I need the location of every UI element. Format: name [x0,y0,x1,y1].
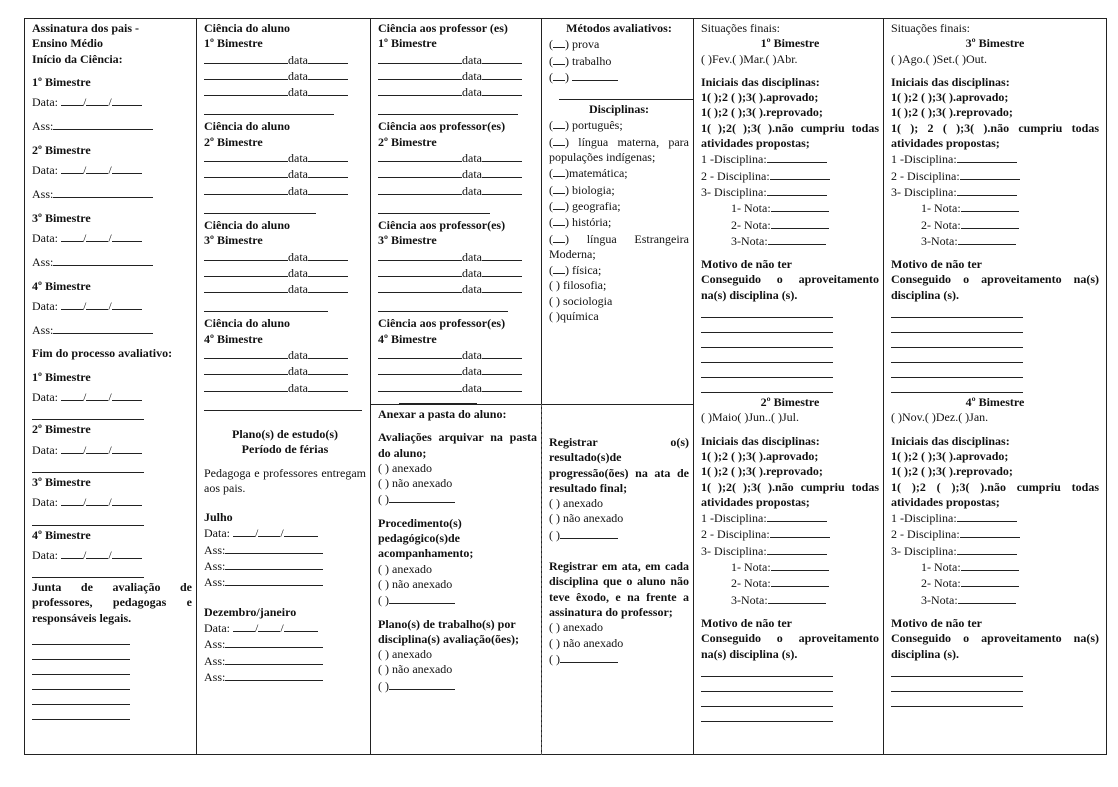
register-results: Registrar o(s) resultado(s)de progressão(ões) na ata de resultado final; [549,435,689,495]
checkbox-option[interactable]: ( ) física; [549,263,602,278]
signature-field[interactable]: Ass: [32,186,192,202]
signature-line[interactable] [204,396,362,411]
date-row[interactable]: data [378,52,537,68]
study-plan-subtitle: Período de férias [241,442,329,457]
subject-field[interactable]: 2 - Disciplina: [701,526,879,542]
checkbox-option[interactable]: ( ) [549,651,689,667]
subject-field[interactable]: 3- Disciplina: [701,184,879,200]
date-field[interactable]: Data: / / [32,298,192,314]
bimestre-label: 4º Bimestre [32,278,91,293]
date-field[interactable]: Data: / / [32,494,192,510]
grade-field[interactable]: 2- Nota: [701,217,879,233]
block-title: Ciência aos professor (es) [378,21,508,35]
acknowledgement-block [378,218,537,312]
form-frame [24,18,1107,755]
signature-line[interactable] [32,675,130,690]
signature-line[interactable] [32,630,130,645]
block-title: Ciência aos professor(es) [378,217,506,232]
checkbox-option[interactable]: ( ) prova [549,37,600,52]
status-incomplete[interactable]: 1( );2 ( );3( ).não cumpriu todas atividades propostas; [891,479,1099,509]
attach-evaluations: Avaliações arquivar na pasta do aluno; [378,430,537,460]
attach-title: Anexar a pasta do aluno: [378,407,507,421]
grade-field[interactable]: 3-Nota: [701,233,879,249]
acknowledgement-block [204,119,366,213]
reason-line[interactable] [891,348,1023,363]
signature-line[interactable] [378,100,518,115]
date-row[interactable]: data [378,183,537,199]
checkbox-option[interactable]: ( ) anexado [549,496,603,511]
signature-field[interactable]: Ass: [204,669,366,685]
acknowledgement-block [378,119,537,213]
checkbox-option[interactable]: ( ) língua materna, para populações indígenas; [549,134,689,165]
subject-field[interactable]: 2 - Disciplina: [891,526,1099,542]
grade-field[interactable]: 1- Nota: [701,559,879,575]
reason-line[interactable] [701,662,833,677]
reason-line[interactable] [701,348,833,363]
signature-line[interactable] [32,690,130,705]
subject-field[interactable]: 3- Disciplina: [701,543,879,559]
checkbox-option[interactable]: ( ) não anexado [549,635,624,650]
reason-line[interactable] [701,692,833,707]
signature-line[interactable] [32,563,144,578]
reason-line[interactable] [891,318,1023,333]
checkbox-option[interactable]: ( ) anexado [378,460,432,475]
subject-initials-label: Iniciais das disciplinas: [701,74,820,89]
status-incomplete[interactable]: 1( );2( );3( ).não cumpriu todas atividades propostas; [701,120,879,151]
committee-label: Junta de avaliação de professores, pedagogas e responsáveis legais. [32,580,192,625]
signature-line[interactable] [32,458,144,473]
date-row[interactable]: data [204,166,366,182]
grade-field[interactable]: 1- Nota: [891,200,1099,216]
study-plan-text: Pedagoga e professores entregam aos pais. [204,465,366,495]
subject-field[interactable]: 3- Disciplina: [891,184,1099,200]
date-row[interactable]: data [378,249,537,265]
bimestre-label: 1º Bimestre [378,36,437,51]
date-row[interactable]: data [378,347,537,363]
status-approved[interactable]: 1( );2 ( );3( ).aprovado; [701,90,819,105]
status-failed[interactable]: 1( );2 ( );3( ).reprovado; [891,105,1013,120]
reason-line[interactable] [891,692,1023,707]
signature-field[interactable]: Ass: [204,636,366,652]
date-row[interactable]: data [204,363,366,379]
bimestre-label: 1º Bimestre [32,369,91,384]
final-situations-title: Situações finais: [891,21,970,35]
block-title: Ciência do aluno [204,21,291,35]
block-title: Ciência aos professor(es) [378,119,506,134]
checkbox-option[interactable]: ( ) filosofia; [549,278,607,293]
grade-field[interactable]: 3-Nota: [891,233,1099,249]
bimestre-label: 1º Bimestre [204,36,263,51]
signature-line[interactable] [378,199,490,214]
signature-field[interactable]: Ass: [204,574,366,590]
signature-line[interactable] [32,405,144,420]
bimestre-label: 2º Bimestre [378,134,437,149]
reason-label: Conseguido o aproveitamento na(s) disciplina (s). [701,631,879,661]
header-line: Ensino Médio [32,36,104,51]
date-row[interactable]: data [378,265,537,281]
date-row[interactable]: data [204,68,366,84]
header-line: Assinatura dos pais - [32,21,140,35]
bimestre-label: 3º Bimestre [378,233,437,248]
signature-field[interactable]: Ass: [32,322,192,338]
end-process-label: Fim do processo avaliativo: [32,346,173,361]
reason-line[interactable] [891,677,1023,692]
date-field[interactable]: Data: / / [32,547,192,563]
grade-field[interactable]: 1- Nota: [701,200,879,216]
bimestre-label: 3º Bimestre [32,210,91,225]
checkbox-option[interactable]: ( )matemática; [549,166,628,181]
signature-line[interactable] [204,199,316,214]
subject-initials-label: Iniciais das disciplinas: [701,433,820,448]
checkbox-option[interactable]: ( ) não anexado [378,476,453,491]
status-incomplete[interactable]: 1( );2( );3( ).não cumpriu todas atividades propostas; [701,479,879,509]
signature-line[interactable] [32,660,130,675]
checkbox-option[interactable]: ( ) biologia; [549,182,615,197]
checkbox-option[interactable]: ( ) história; [549,215,612,230]
grade-field[interactable]: 2- Nota: [891,575,1099,591]
july-label: Julho [204,510,233,525]
reason-line[interactable] [701,378,833,393]
checkbox-option[interactable]: ( ) não anexado [378,576,453,591]
signature-field[interactable]: Ass: [204,653,366,669]
checkbox-option[interactable]: ( )química [549,309,599,324]
checkbox-option[interactable]: ( ) não anexado [378,662,453,677]
month-options[interactable]: ( )Ago.( )Set.( )Out. [891,51,987,66]
reason-line[interactable] [701,303,833,318]
status-approved[interactable]: 1( );2 ( );3( ).aprovado; [891,448,1009,463]
reason-line[interactable] [701,363,833,378]
signature-line[interactable] [559,85,693,100]
date-row[interactable]: data [378,281,537,297]
block-title: Ciência aos professor(es) [378,316,506,331]
checkbox-option[interactable]: ( ) [378,491,537,507]
final-situations-column-1 [694,19,883,754]
student-acknowledgement-column [197,19,370,754]
date-row[interactable]: data [204,249,366,265]
signature-line[interactable] [204,297,328,312]
date-field[interactable]: Data: / / [204,525,366,541]
signature-line[interactable] [378,297,508,312]
date-field[interactable]: Data: / / [32,230,192,246]
reason-line[interactable] [701,677,833,692]
status-failed[interactable]: 1( );2 ( );3( ).reprovado; [701,464,823,479]
bimestre-label: 4º Bimestre [32,527,91,542]
bimestre-label: 4º Bimestre [204,331,263,346]
grade-field[interactable]: 3-Nota: [891,592,1099,608]
date-field[interactable]: Data: / / [204,620,366,636]
bimestre-label: 3º Bimestre [204,233,263,248]
acknowledgement-block [204,21,366,115]
study-plan-title: Plano(s) de estudo(s) [231,426,338,441]
date-field[interactable]: Data: / / [32,389,192,405]
reason-label: Motivo de não ter [701,615,792,630]
checkbox-option[interactable]: ( ) não anexado [549,511,624,526]
reason-label: Conseguido o aproveitamento na(s) disciplina (s). [891,272,1099,302]
subject-field[interactable]: 2 - Disciplina: [891,168,1099,184]
bimestre-label: 1º Bimestre [760,36,820,51]
signature-line[interactable] [32,511,144,526]
acknowledgement-block [378,21,537,115]
grade-field[interactable]: 3-Nota: [701,592,879,608]
date-row[interactable]: data [378,380,537,396]
date-row[interactable]: data [204,52,366,68]
acknowledgement-block [204,218,366,312]
subject-field[interactable]: 3- Disciplina: [891,543,1099,559]
signature-line[interactable] [399,403,477,404]
checkbox-option[interactable]: ( ) anexado [549,620,603,635]
checkbox-option[interactable]: ( ) língua Estrangeira Moderna; [549,231,689,261]
bimestre-label: 4º Bimestre [378,331,437,346]
subject-field[interactable]: 1 -Disciplina: [891,510,1099,526]
date-row[interactable]: data [204,380,366,396]
december-january-label: Dezembro/janeiro [204,604,297,619]
date-row[interactable]: data [204,84,366,100]
register-section [542,405,693,755]
checkbox-option[interactable]: ( ) português; [549,118,623,133]
methods-title: Métodos avaliativos: [566,21,672,35]
reason-line[interactable] [891,662,1023,677]
date-field[interactable]: Data: / / [32,162,192,178]
header-line: Início da Ciência: [32,51,123,66]
checkbox-option[interactable]: ( ) [378,592,537,608]
signature-line[interactable] [204,100,334,115]
grade-field[interactable]: 1- Nota: [891,559,1099,575]
bimestre-label: 3º Bimestre [32,474,91,489]
reason-label: Conseguido o aproveitamento na(s) disciplina (s). [701,272,879,302]
date-field[interactable]: Data: / / [32,442,192,458]
signature-line[interactable] [32,705,130,720]
subject-field[interactable]: 1 -Disciplina: [891,151,1099,167]
teacher-acknowledgement-column [371,19,541,404]
block-title: Ciência do aluno [204,217,291,232]
checkbox-option[interactable]: ( ) [378,678,537,694]
bimestre-label: 2º Bimestre [760,395,820,410]
checkbox-option[interactable]: ( ) anexado [378,647,432,662]
status-failed[interactable]: 1( );2 ( );3( ).reprovado; [891,464,1013,479]
month-options[interactable]: ( )Nov.( )Dez.( )Jan. [891,410,989,425]
subject-field[interactable]: 1 -Disciplina: [701,151,879,167]
grade-field[interactable]: 2- Nota: [891,217,1099,233]
attach-section [371,405,541,755]
bimestre-label: 3º Bimestre [965,36,1025,51]
date-row[interactable]: data [378,84,537,100]
bimestre-label: 1º Bimestre [32,74,91,89]
subject-initials-label: Iniciais das disciplinas: [891,74,1010,89]
bimestre-label: 2º Bimestre [32,422,91,437]
reason-line[interactable] [701,707,833,722]
date-field[interactable]: Data: / / [32,94,192,110]
methods-column [542,19,693,404]
signature-field[interactable]: Ass: [32,118,192,134]
reason-label: Motivo de não ter [701,257,792,272]
signature-field[interactable]: Ass: [32,254,192,270]
date-row[interactable]: data [204,183,366,199]
subject-field[interactable]: 2 - Disciplina: [701,168,879,184]
bimestre-label: 2º Bimestre [32,142,91,157]
signature-line[interactable] [32,645,130,660]
checkbox-option[interactable]: ( ) geografia; [549,198,621,213]
status-approved[interactable]: 1( );2 ( );3( ).aprovado; [891,90,1009,105]
date-row[interactable]: data [204,150,366,166]
register-minutes: Registrar em ata, em cada disciplina que o aluno não teve êxodo, e na frente a assinatura do professor; [549,559,689,619]
block-title: Ciência do aluno [204,119,291,134]
date-row[interactable]: data [378,166,537,182]
date-row[interactable]: data [378,150,537,166]
reason-line[interactable] [891,363,1023,378]
reason-label: Motivo de não ter [891,257,982,272]
reason-label: Conseguido o aproveitamento na(s) disciplina (s). [891,631,1099,661]
reason-line[interactable] [891,303,1023,318]
month-options[interactable]: ( )Fev.( )Mar.( )Abr. [701,51,798,66]
attach-procedures: Procedimento(s) pedagógico(s)de acompanhamento; [378,515,474,561]
status-failed[interactable]: 1( );2 ( );3( ).reprovado; [701,105,823,120]
parents-signature-column [25,19,196,754]
signature-field[interactable]: Ass: [204,558,366,574]
checkbox-option[interactable]: ( ) sociologia [549,293,613,308]
final-situations-column-2 [884,19,1107,754]
date-row[interactable]: data [204,347,366,363]
date-row[interactable]: data [378,363,537,379]
date-row[interactable]: data [204,265,366,281]
subject-field[interactable]: 1 -Disciplina: [701,510,879,526]
date-row[interactable]: data [378,68,537,84]
checkbox-option[interactable]: ( ) [549,69,689,85]
acknowledgement-block [204,316,366,410]
bimestre-label: 2º Bimestre [204,134,263,149]
final-situations-title: Situações finais: [701,21,780,35]
date-row[interactable]: data [204,281,366,297]
bimestre-label: 4º Bimestre [965,395,1025,410]
reason-line[interactable] [891,378,1023,393]
checkbox-option[interactable]: ( ) trabalho [549,53,612,68]
reason-line[interactable] [701,318,833,333]
acknowledgement-block [378,316,537,395]
status-incomplete[interactable]: 1( ); 2 ( );3( ).não cumpriu todas atividades propostas; [891,120,1099,151]
subjects-title: Disciplinas: [588,102,649,117]
checkbox-option[interactable]: ( ) anexado [378,561,432,576]
grade-field[interactable]: 2- Nota: [701,575,879,591]
status-approved[interactable]: 1( );2 ( );3( ).aprovado; [701,448,819,463]
reason-line[interactable] [701,333,833,348]
block-title: Ciência do aluno [204,316,291,331]
attach-work-plan: Plano(s) de trabalho(s) por disciplina(s) avaliação(ões); [378,616,519,646]
reason-line[interactable] [891,333,1023,348]
checkbox-option[interactable]: ( ) [549,527,689,543]
reason-label: Motivo de não ter [891,615,982,630]
signature-field[interactable]: Ass: [204,542,366,558]
subject-initials-label: Iniciais das disciplinas: [891,433,1010,448]
month-options[interactable]: ( )Maio( )Jun..( )Jul. [701,410,799,425]
